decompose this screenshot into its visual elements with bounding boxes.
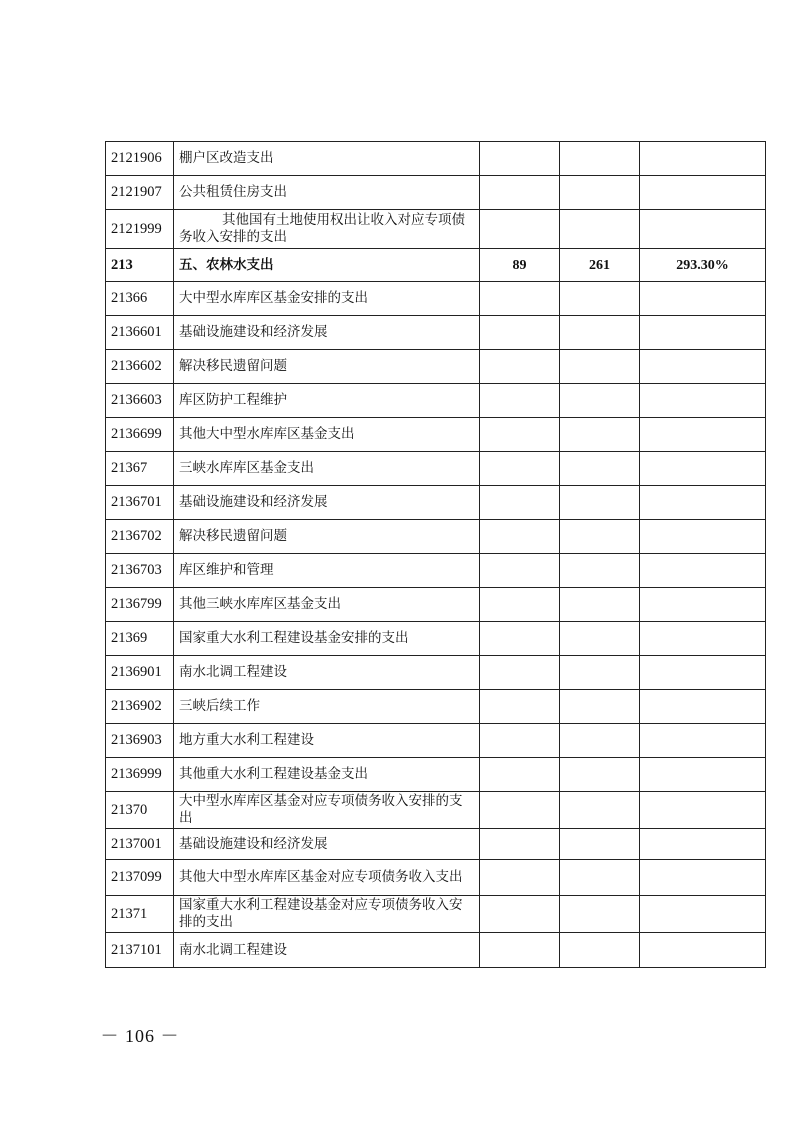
value-cell-col2: [560, 486, 640, 520]
code-cell: 2136699: [106, 418, 174, 452]
value-cell-col2: [560, 896, 640, 933]
table-row: [106, 486, 766, 520]
value-cell-col1: [480, 282, 560, 316]
table-body: [106, 142, 766, 968]
code-cell: 2136901: [106, 656, 174, 690]
item-name-cell: 南水北调工程建设: [174, 933, 480, 968]
item-name-cell: 地方重大水利工程建设: [174, 724, 480, 758]
value-cell-col3: [640, 486, 766, 520]
value-cell-col2: [560, 622, 640, 656]
item-name-cell: 国家重大水利工程建设基金安排的支出: [174, 622, 480, 656]
value-cell-col3: [640, 724, 766, 758]
value-cell-col1: [480, 554, 560, 588]
item-name-cell: 基础设施建设和经济发展: [174, 486, 480, 520]
item-name-cell: 国家重大水利工程建设基金对应专项债务收入安排的支出: [174, 896, 480, 933]
value-cell-col3: [640, 418, 766, 452]
item-name-cell: 解决移民遗留问题: [174, 350, 480, 384]
value-cell-col1: 89: [480, 249, 560, 282]
value-cell-col2: [560, 282, 640, 316]
code-cell: 2136601: [106, 316, 174, 350]
item-name-cell: 库区维护和管理: [174, 554, 480, 588]
value-cell-col1: [480, 142, 560, 176]
value-cell-col2: [560, 384, 640, 418]
table-row: [106, 758, 766, 792]
item-name-cell: 三峡后续工作: [174, 690, 480, 724]
table-row: [106, 622, 766, 656]
item-name-cell: 大中型水库库区基金对应专项债务收入安排的支出: [174, 792, 480, 829]
value-cell-col2: [560, 176, 640, 210]
table-row: [106, 316, 766, 350]
item-name-cell: 其他大中型水库库区基金对应专项债务收入支出: [174, 860, 480, 896]
value-cell-col3: [640, 792, 766, 829]
table-row: [106, 588, 766, 622]
table-row: [106, 656, 766, 690]
code-cell: 21367: [106, 452, 174, 486]
value-cell-col1: [480, 210, 560, 249]
value-cell-col3: 293.30%: [640, 249, 766, 282]
item-name-cell: 其他国有土地使用权出让收入对应专项债务收入安排的支出: [174, 210, 480, 249]
table-row: [106, 282, 766, 316]
value-cell-col2: [560, 142, 640, 176]
value-cell-col2: [560, 724, 640, 758]
item-name-cell: 三峡水库库区基金支出: [174, 452, 480, 486]
value-cell-col2: [560, 690, 640, 724]
value-cell-col3: [640, 896, 766, 933]
item-name-cell: 棚户区改造支出: [174, 142, 480, 176]
value-cell-col1: [480, 860, 560, 896]
value-cell-col2: [560, 452, 640, 486]
code-cell: 21366: [106, 282, 174, 316]
code-cell: 213: [106, 249, 174, 282]
table-row: [106, 418, 766, 452]
table-row: [106, 860, 766, 896]
value-cell-col1: [480, 588, 560, 622]
code-cell: 2121906: [106, 142, 174, 176]
code-cell: 2136702: [106, 520, 174, 554]
value-cell-col1: [480, 656, 560, 690]
value-cell-col3: [640, 622, 766, 656]
code-cell: 2137001: [106, 829, 174, 860]
code-cell: 2136602: [106, 350, 174, 384]
item-name-cell: 五、农林水支出: [174, 249, 480, 282]
table-row: [106, 452, 766, 486]
code-cell: 2121999: [106, 210, 174, 249]
value-cell-col1: [480, 758, 560, 792]
table-row: [106, 249, 766, 282]
table-row: [106, 829, 766, 860]
budget-table: [105, 141, 766, 968]
table-row: [106, 350, 766, 384]
value-cell-col2: [560, 520, 640, 554]
item-name-cell: 其他重大水利工程建设基金支出: [174, 758, 480, 792]
value-cell-col3: [640, 316, 766, 350]
value-cell-col3: [640, 690, 766, 724]
value-cell-col2: [560, 554, 640, 588]
value-cell-col2: [560, 588, 640, 622]
code-cell: 2136703: [106, 554, 174, 588]
code-cell: 21370: [106, 792, 174, 829]
value-cell-col1: [480, 384, 560, 418]
table-row: [106, 690, 766, 724]
value-cell-col3: [640, 656, 766, 690]
value-cell-col2: [560, 860, 640, 896]
item-name-cell: 南水北调工程建设: [174, 656, 480, 690]
code-cell: 2137101: [106, 933, 174, 968]
item-name-cell: 其他大中型水库库区基金支出: [174, 418, 480, 452]
value-cell-col3: [640, 176, 766, 210]
value-cell-col1: [480, 724, 560, 758]
value-cell-col1: [480, 622, 560, 656]
value-cell-col2: [560, 829, 640, 860]
value-cell-col3: [640, 452, 766, 486]
value-cell-col1: [480, 418, 560, 452]
table-row: [106, 384, 766, 418]
item-name-cell: 其他三峡水库库区基金支出: [174, 588, 480, 622]
table-row: [106, 554, 766, 588]
value-cell-col1: [480, 933, 560, 968]
value-cell-col2: [560, 792, 640, 829]
code-cell: 2136903: [106, 724, 174, 758]
value-cell-col1: [480, 176, 560, 210]
value-cell-col3: [640, 829, 766, 860]
value-cell-col1: [480, 452, 560, 486]
code-cell: 2136902: [106, 690, 174, 724]
value-cell-col3: [640, 758, 766, 792]
value-cell-col1: [480, 690, 560, 724]
value-cell-col1: [480, 350, 560, 384]
table-row: [106, 520, 766, 554]
value-cell-col1: [480, 792, 560, 829]
value-cell-col2: [560, 758, 640, 792]
table-row: [106, 210, 766, 249]
value-cell-col3: [640, 860, 766, 896]
value-cell-col1: [480, 486, 560, 520]
page-number: － 106 －: [100, 1026, 180, 1046]
value-cell-col2: [560, 933, 640, 968]
value-cell-col3: [640, 350, 766, 384]
value-cell-col2: [560, 350, 640, 384]
value-cell-col3: [640, 520, 766, 554]
code-cell: 2136999: [106, 758, 174, 792]
value-cell-col3: [640, 588, 766, 622]
item-name-cell: 解决移民遗留问题: [174, 520, 480, 554]
code-cell: 2137099: [106, 860, 174, 896]
value-cell-col1: [480, 829, 560, 860]
value-cell-col3: [640, 384, 766, 418]
table-row: [106, 176, 766, 210]
code-cell: 21371: [106, 896, 174, 933]
table-row: [106, 933, 766, 968]
value-cell-col1: [480, 896, 560, 933]
value-cell-col2: [560, 656, 640, 690]
code-cell: 2136799: [106, 588, 174, 622]
item-name-cell: 基础设施建设和经济发展: [174, 829, 480, 860]
code-cell: 21369: [106, 622, 174, 656]
table-row: [106, 792, 766, 829]
value-cell-col2: [560, 210, 640, 249]
value-cell-col1: [480, 520, 560, 554]
value-cell-col3: [640, 933, 766, 968]
value-cell-col3: [640, 210, 766, 249]
item-name-cell: 基础设施建设和经济发展: [174, 316, 480, 350]
value-cell-col1: [480, 316, 560, 350]
code-cell: 2136701: [106, 486, 174, 520]
value-cell-col3: [640, 554, 766, 588]
value-cell-col2: [560, 418, 640, 452]
code-cell: 2121907: [106, 176, 174, 210]
item-name-cell: 库区防护工程维护: [174, 384, 480, 418]
table-row: [106, 142, 766, 176]
value-cell-col3: [640, 282, 766, 316]
value-cell-col2: [560, 316, 640, 350]
code-cell: 2136603: [106, 384, 174, 418]
value-cell-col3: [640, 142, 766, 176]
item-name-cell: 大中型水库库区基金安排的支出: [174, 282, 480, 316]
table-row: [106, 896, 766, 933]
value-cell-col2: 261: [560, 249, 640, 282]
item-name-cell: 公共租赁住房支出: [174, 176, 480, 210]
table-row: [106, 724, 766, 758]
